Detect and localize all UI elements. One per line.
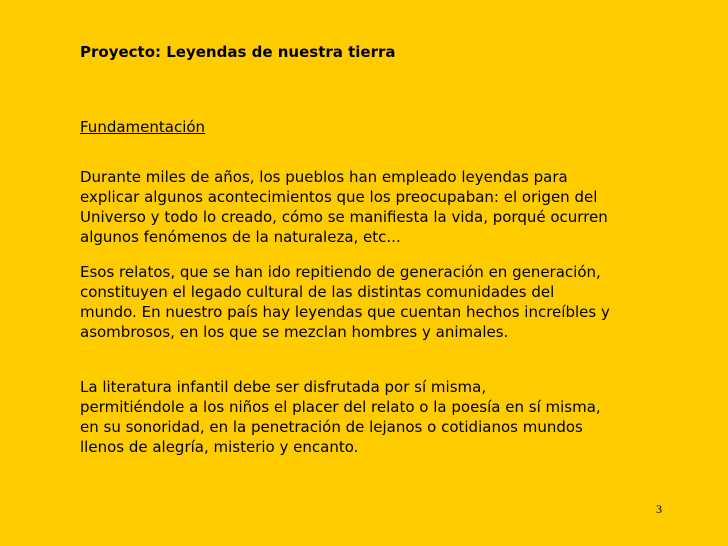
paragraph-origins [80, 167, 680, 247]
paragraph-line: Durante miles de años, los pueblos han empleado leyendas para [80, 168, 568, 186]
paragraph-line: asombrosos, en los que se mezclan hombres y animales. [80, 323, 509, 341]
paragraph-line: Esos relatos, que se han ido repitiendo de generación en generación, [80, 263, 601, 281]
paragraph-line: llenos de alegría, misterio y encanto. [80, 438, 359, 456]
paragraph-line: mundo. En nuestro país hay leyendas que cuentan hechos increíbles y [80, 303, 610, 321]
page-number: 3 [656, 502, 662, 516]
section-heading: Fundamentación [80, 118, 206, 136]
paragraph-line: en su sonoridad, en la penetración de lejanos o cotidianos mundos [80, 418, 583, 436]
slide-title: Proyecto: Leyendas de nuestra tierra [80, 43, 396, 61]
paragraph-childrens-literature [80, 377, 680, 457]
paragraph-line: constituyen el legado cultural de las distintas comunidades del [80, 283, 555, 301]
paragraph-line: permitiéndole a los niños el placer del relato o la poesía en sí misma, [80, 398, 601, 416]
paragraph-line: explicar algunos acontecimientos que los preocupaban: el origen del [80, 188, 598, 206]
paragraph-line: Universo y todo lo creado, cómo se manifiesta la vida, porqué ocurren [80, 208, 608, 226]
paragraph-cultural-legacy [80, 262, 680, 342]
paragraph-line: La literatura infantil debe ser disfrutada por sí misma, [80, 378, 487, 396]
paragraph-line: algunos fenómenos de la naturaleza, etc... [80, 228, 401, 246]
